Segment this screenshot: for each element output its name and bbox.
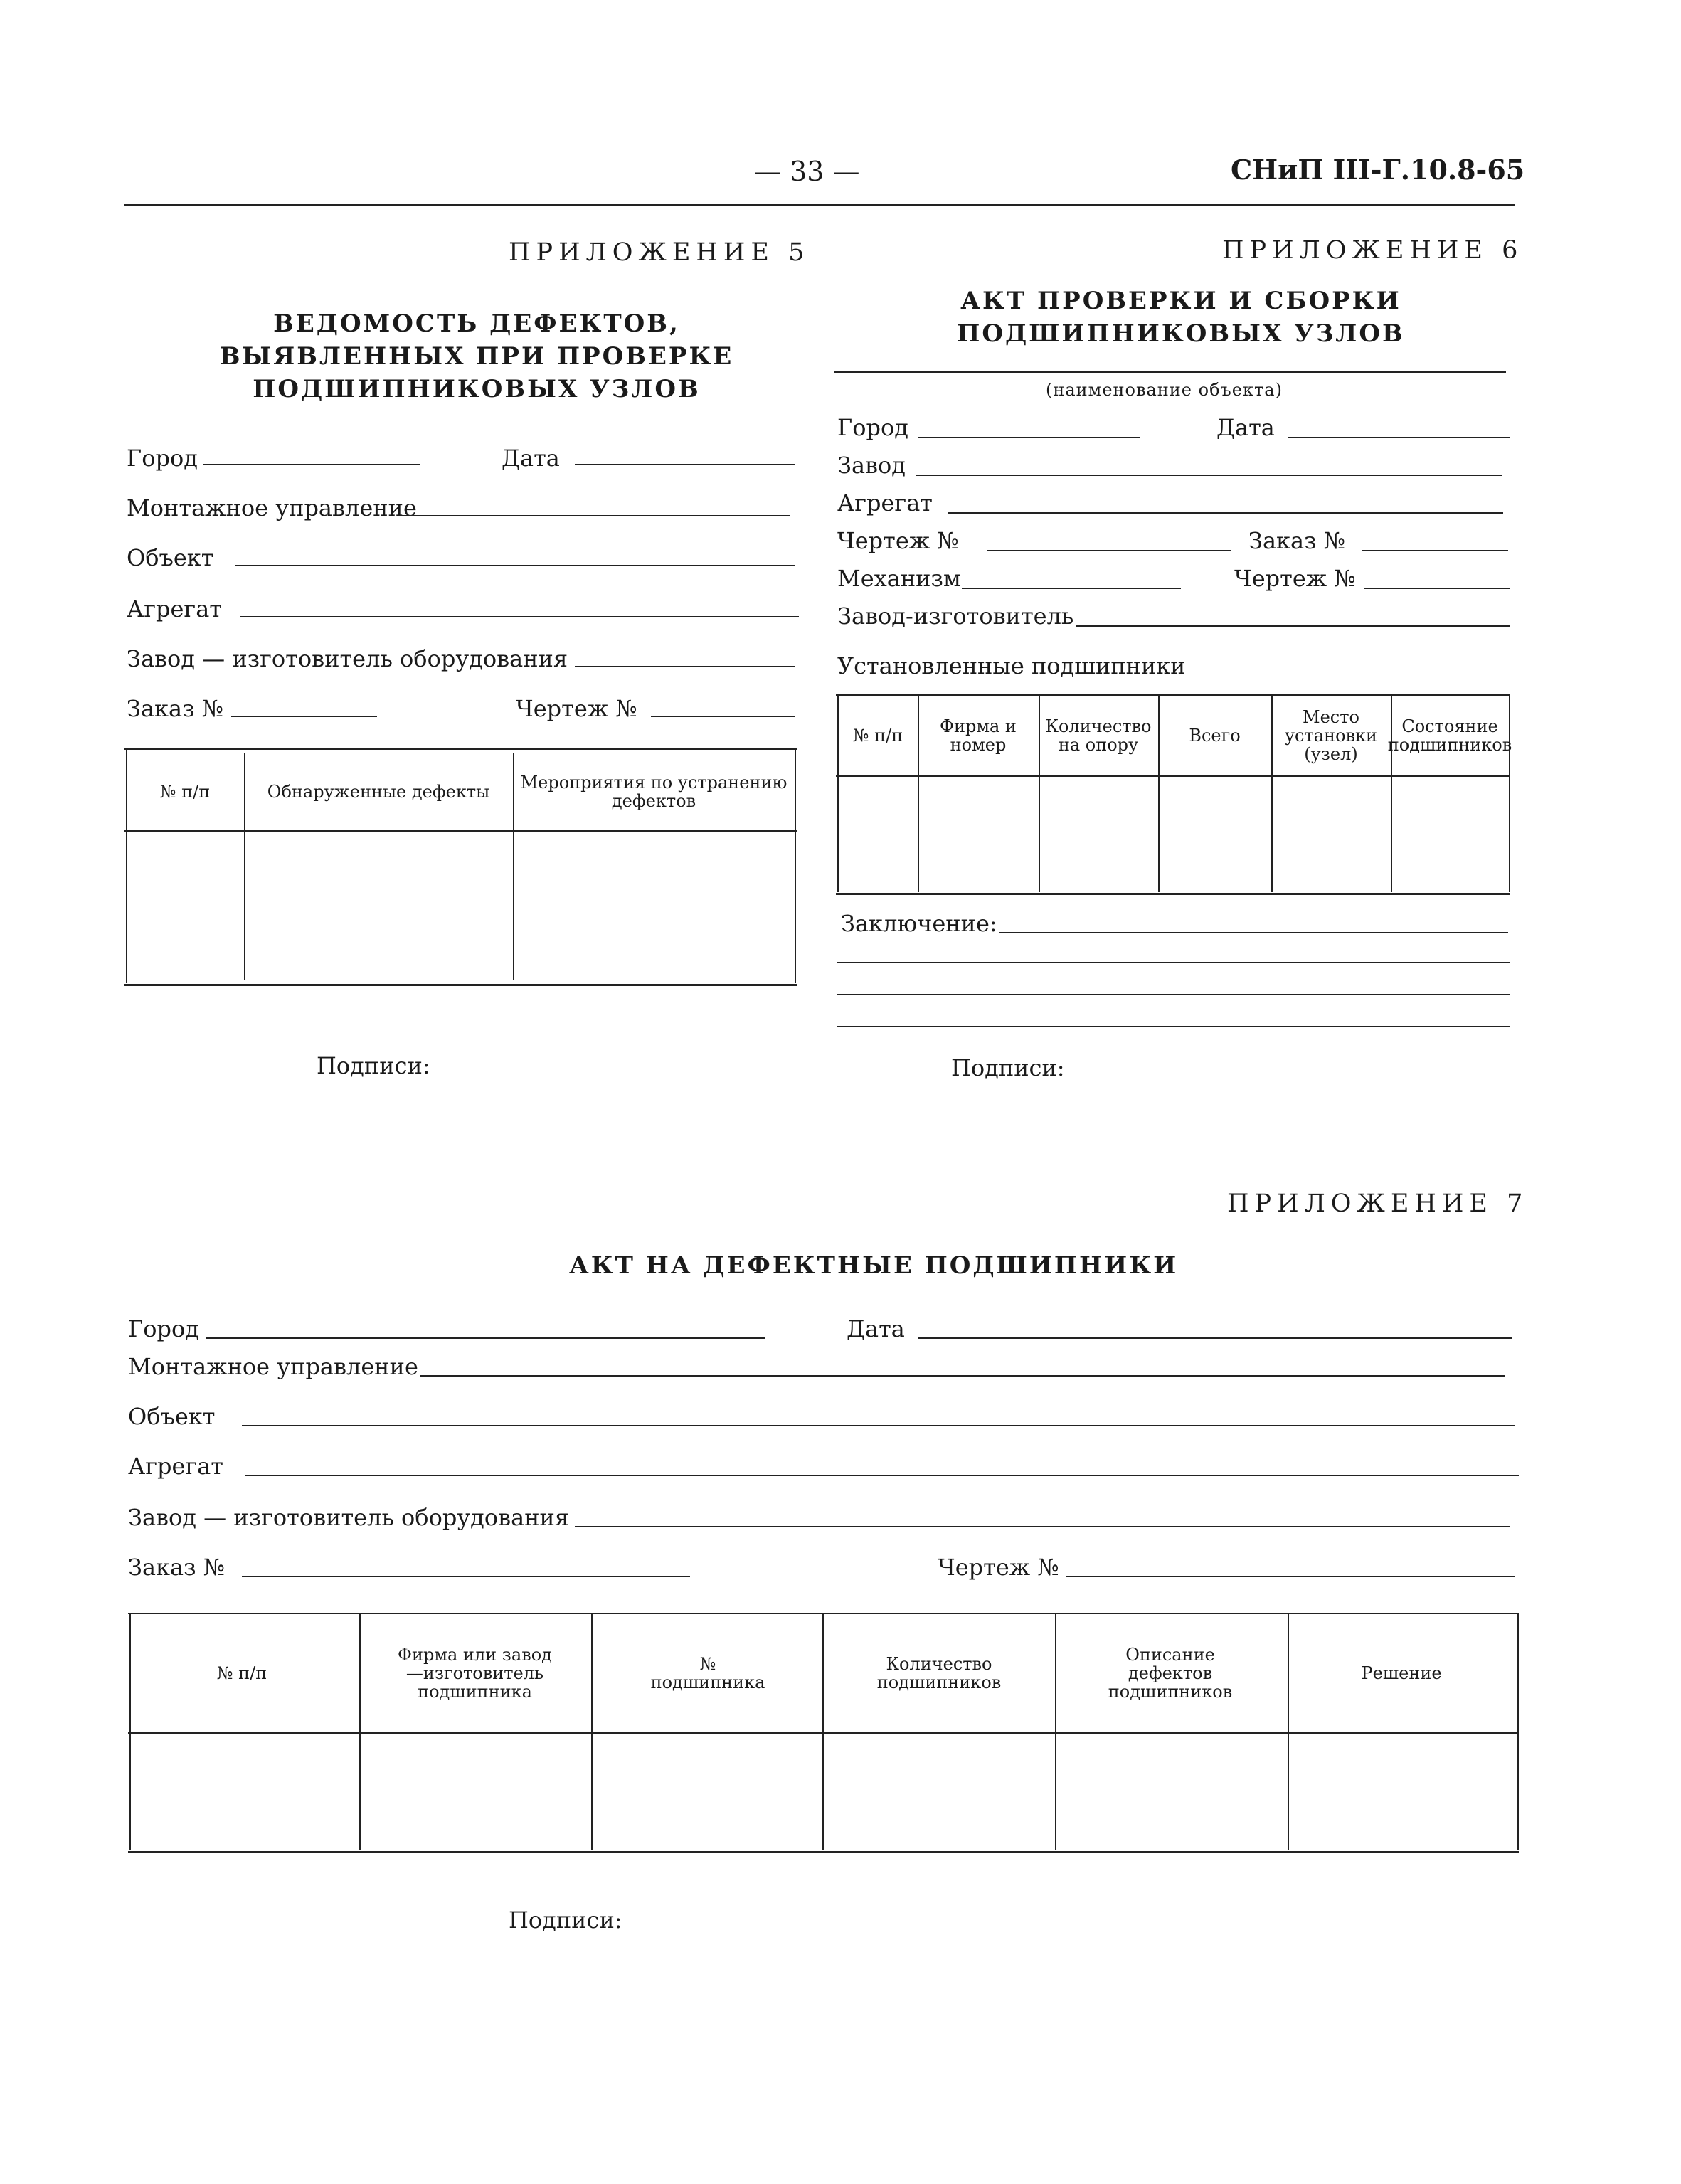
title-line: ВЕДОМОСТЬ ДЕФЕКТОВ, <box>273 309 680 338</box>
conclusion-label: Заключение: <box>841 910 997 937</box>
plant-label: Завод — изготовитель оборудования <box>127 645 568 672</box>
table-col-border <box>1288 1613 1289 1850</box>
date-field[interactable] <box>575 464 795 465</box>
mount-field[interactable] <box>420 1375 793 1377</box>
col-header-decision: Решение <box>1361 1663 1442 1683</box>
col-header-number: № п/п <box>852 726 903 746</box>
signatures-label: Подписи: <box>317 1052 430 1079</box>
drawing-field[interactable] <box>651 716 795 717</box>
table-col-border <box>837 694 839 892</box>
table-rule <box>836 893 1510 895</box>
header-rule <box>124 204 1515 206</box>
col-header-firm: Фирма и номер <box>940 716 1017 755</box>
table-col-border <box>795 748 796 983</box>
col-header-condition: Состояние подшипников <box>1387 716 1512 755</box>
col-header-defects: Обнаруженные дефекты <box>267 781 490 802</box>
col-header-quantity: Количество подшипников <box>876 1654 1002 1692</box>
table-col-border <box>359 1613 361 1850</box>
mount-label: Монтажное управление <box>128 1353 418 1380</box>
col-header-total: Всего <box>1189 726 1241 746</box>
table-rule <box>128 1851 1519 1853</box>
table-col-border <box>591 1613 593 1850</box>
object-label: Объект <box>128 1403 216 1430</box>
manufacturer-field[interactable] <box>1076 625 1510 627</box>
mount-field[interactable] <box>793 1375 1505 1377</box>
date-field[interactable] <box>918 1337 1512 1339</box>
appendix-6-title <box>925 285 1437 350</box>
installed-label: Установленные подшипники <box>837 652 1186 679</box>
unit-label: Агрегат <box>128 1453 223 1480</box>
table-rule <box>124 984 797 986</box>
factory-label: Завод <box>837 452 906 479</box>
page-number: — 33 — <box>754 156 860 187</box>
unit-field[interactable] <box>948 512 1503 514</box>
appendix-7-label: ПРИЛОЖЕНИЕ 7 <box>1227 1189 1529 1218</box>
drawing2-label: Чертеж № <box>1234 565 1356 592</box>
unit-field[interactable] <box>245 1475 1519 1476</box>
drawing-label: Чертеж № <box>837 527 959 554</box>
table-col-border <box>129 1613 131 1850</box>
title-line: АКТ ПРОВЕРКИ И СБОРКИ <box>960 287 1401 315</box>
plant-field[interactable] <box>575 666 795 667</box>
order-field[interactable] <box>231 716 377 717</box>
signatures-label: Подписи: <box>509 1907 622 1934</box>
table-rule <box>124 830 797 832</box>
table-col-border <box>1039 694 1040 892</box>
table-col-border <box>513 753 514 980</box>
col-header-number: № п/п <box>216 1663 267 1683</box>
table-col-border <box>918 694 919 892</box>
signatures-label: Подписи: <box>951 1054 1065 1081</box>
title-line: ПОДШИПНИКОВЫХ УЗЛОВ <box>253 375 701 403</box>
object-label: Объект <box>127 544 214 571</box>
drawing2-field[interactable] <box>1364 588 1510 589</box>
drawing-label: Чертеж № <box>938 1554 1059 1581</box>
object-field[interactable] <box>242 1425 1515 1426</box>
table-col-border <box>1271 694 1273 892</box>
city-label: Город <box>127 445 198 472</box>
col-header-bearing-number: № подшипника <box>650 1654 765 1692</box>
col-header-measures: Мероприятия по устранению дефектов <box>520 772 788 811</box>
object-field[interactable] <box>235 565 795 566</box>
conclusion-field[interactable] <box>999 932 1508 933</box>
object-name-caption: (наименование объекта) <box>1046 380 1283 400</box>
date-label: Дата <box>502 445 560 472</box>
plant-label: Завод — изготовитель оборудования <box>128 1504 570 1531</box>
drawing-field[interactable] <box>1066 1576 1515 1577</box>
appendix-5-label: ПРИЛОЖЕНИЕ 5 <box>509 238 810 267</box>
conclusion-field[interactable] <box>837 1026 1510 1027</box>
title-line: ВЫЯВЛЕННЫХ ПРИ ПРОВЕРКЕ <box>219 342 734 371</box>
order-field[interactable] <box>1362 550 1508 551</box>
col-header-number: № п/п <box>159 781 211 802</box>
city-field[interactable] <box>203 464 420 465</box>
order-label: Заказ № <box>128 1554 225 1581</box>
col-header-defects: Описание дефектов подшипников <box>1108 1645 1233 1702</box>
plant-field[interactable] <box>575 1526 1510 1527</box>
date-field[interactable] <box>1288 437 1510 438</box>
mount-label: Монтажное управление <box>127 494 417 521</box>
document-code: СНиП III-Г.10.8-65 <box>1231 154 1525 186</box>
table-col-border <box>1517 1613 1519 1850</box>
manufacturer-label: Завод-изготовитель <box>837 603 1074 630</box>
order-label: Заказ № <box>1248 527 1345 554</box>
city-field[interactable] <box>918 437 1140 438</box>
drawing-label: Чертеж № <box>516 695 637 722</box>
table-rule <box>836 775 1510 777</box>
object-name-field[interactable] <box>834 371 1506 373</box>
date-label: Дата <box>1216 414 1275 441</box>
drawing-field[interactable] <box>987 550 1231 551</box>
title-line: ПОДШИПНИКОВЫХ УЗЛОВ <box>957 319 1405 348</box>
city-label: Город <box>128 1315 199 1342</box>
appendix-7-title: АКТ НА ДЕФЕКТНЫЕ ПОДШИПНИКИ <box>569 1251 1179 1280</box>
mount-field[interactable] <box>398 515 790 516</box>
col-header-manufacturer: Фирма или завод—изготовитель подшипника <box>398 1645 552 1702</box>
order-label: Заказ № <box>127 695 223 722</box>
unit-field[interactable] <box>240 616 799 617</box>
order-field[interactable] <box>242 1576 690 1577</box>
mechanism-label: Механизм <box>837 565 961 592</box>
city-label: Город <box>837 414 908 441</box>
date-label: Дата <box>847 1315 905 1342</box>
conclusion-field[interactable] <box>837 962 1510 963</box>
unit-label: Агрегат <box>837 489 933 516</box>
col-header-location: Место установки (узел) <box>1284 707 1378 764</box>
table-col-border <box>1158 694 1160 892</box>
appendix-5-title <box>199 307 754 405</box>
col-header-quantity: Количество на опору <box>1045 716 1152 755</box>
table-rule <box>124 748 797 750</box>
table-col-border <box>1055 1613 1056 1850</box>
mechanism-field[interactable] <box>962 588 1181 589</box>
conclusion-field[interactable] <box>837 994 1510 995</box>
table-col-border <box>126 748 127 983</box>
city-field[interactable] <box>206 1337 765 1339</box>
table-col-border <box>822 1613 824 1850</box>
table-rule <box>836 694 1510 696</box>
appendix-6-label: ПРИЛОЖЕНИЕ 6 <box>1222 236 1524 265</box>
unit-label: Агрегат <box>127 595 222 622</box>
table-col-border <box>244 753 245 980</box>
factory-field[interactable] <box>916 475 1502 476</box>
